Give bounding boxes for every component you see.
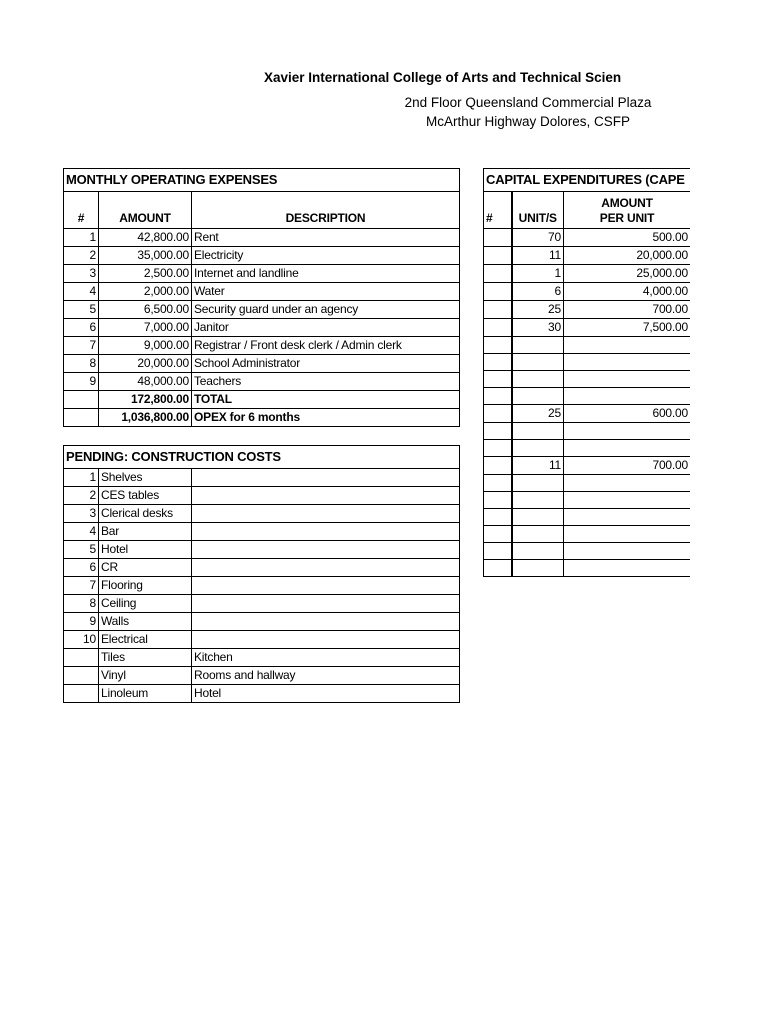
capex-row-amount bbox=[564, 475, 691, 492]
capex-row-num bbox=[484, 405, 512, 423]
opex-col-amount: AMOUNT bbox=[99, 192, 192, 229]
capex-row-amount bbox=[564, 560, 691, 577]
pending-row-item: Linoleum bbox=[99, 685, 192, 703]
capex-row-amount: 20,000.00 bbox=[564, 247, 691, 265]
opex-row-amount: 2,500.00 bbox=[99, 265, 192, 283]
pending-row-note bbox=[192, 595, 460, 613]
capex-row-amount bbox=[564, 423, 691, 440]
pending-row-num bbox=[64, 685, 99, 703]
capex-row-num bbox=[484, 423, 512, 440]
document-title: Xavier International College of Arts and Technical Scien bbox=[264, 70, 622, 85]
pending-row-item: CES tables bbox=[99, 487, 192, 505]
opex-total-amount: 172,800.00 bbox=[99, 391, 192, 409]
capex-row bbox=[484, 457, 691, 475]
opex-six-month-num bbox=[64, 409, 99, 427]
opex-row-amount: 7,000.00 bbox=[99, 319, 192, 337]
pending-row bbox=[64, 649, 460, 667]
capex-row bbox=[484, 229, 691, 247]
opex-row-description: Rent bbox=[192, 229, 460, 247]
capex-row-units bbox=[512, 543, 564, 560]
pending-row-item: Walls bbox=[99, 613, 192, 631]
capex-row-num bbox=[484, 457, 512, 475]
opex-row bbox=[64, 247, 460, 265]
capex-row bbox=[484, 319, 691, 337]
opex-row-num: 4 bbox=[64, 283, 99, 301]
pending-row-num: 3 bbox=[64, 505, 99, 523]
opex-row-description: Internet and landline bbox=[192, 265, 460, 283]
capex-row bbox=[484, 283, 691, 301]
capex-row-num bbox=[484, 319, 512, 337]
pending-row bbox=[64, 559, 460, 577]
opex-row bbox=[64, 355, 460, 373]
address-line-2: McArthur Highway Dolores, CSFP bbox=[425, 114, 631, 129]
capex-col-units: UNIT/S bbox=[512, 192, 564, 229]
opex-six-month-row bbox=[64, 409, 460, 427]
pending-row-item: Clerical desks bbox=[99, 505, 192, 523]
pending-row-num: 9 bbox=[64, 613, 99, 631]
opex-row-num: 8 bbox=[64, 355, 99, 373]
pending-row-item: Ceiling bbox=[99, 595, 192, 613]
pending-row bbox=[64, 577, 460, 595]
capex-row bbox=[484, 265, 691, 283]
capex-row-num bbox=[484, 543, 512, 560]
opex-row-num: 9 bbox=[64, 373, 99, 391]
capex-row bbox=[484, 423, 691, 440]
pending-row-note bbox=[192, 505, 460, 523]
capex-row bbox=[484, 492, 691, 509]
opex-row bbox=[64, 283, 460, 301]
capex-row-units bbox=[512, 388, 564, 405]
pending-row bbox=[64, 505, 460, 523]
capex-row-amount: 7,500.00 bbox=[564, 319, 691, 337]
capex-row bbox=[484, 440, 691, 457]
capex-row bbox=[484, 337, 691, 354]
capex-row-amount: 700.00 bbox=[564, 457, 691, 475]
opex-row bbox=[64, 337, 460, 355]
opex-six-month-label: OPEX for 6 months bbox=[192, 409, 460, 427]
capex-col-amount bbox=[564, 192, 691, 229]
opex-row-amount: 35,000.00 bbox=[99, 247, 192, 265]
capex-row-units bbox=[512, 423, 564, 440]
pending-table bbox=[63, 445, 460, 703]
capex-row-units bbox=[512, 526, 564, 543]
capex-row bbox=[484, 247, 691, 265]
capex-row-num bbox=[484, 354, 512, 371]
opex-row-num: 3 bbox=[64, 265, 99, 283]
pending-row-item: Vinyl bbox=[99, 667, 192, 685]
capex-row-amount bbox=[564, 509, 691, 526]
capex-row-units bbox=[512, 371, 564, 388]
pending-row bbox=[64, 523, 460, 541]
capex-row-num bbox=[484, 265, 512, 283]
capex-row-units: 11 bbox=[512, 457, 564, 475]
opex-row bbox=[64, 373, 460, 391]
opex-row-num: 7 bbox=[64, 337, 99, 355]
capex-row bbox=[484, 301, 691, 319]
capex-row-units: 1 bbox=[512, 265, 564, 283]
capex-row bbox=[484, 475, 691, 492]
capex-row-amount: 600.00 bbox=[564, 405, 691, 423]
capex-row bbox=[484, 509, 691, 526]
opex-title: MONTHLY OPERATING EXPENSES bbox=[64, 169, 460, 192]
capex-row-amount bbox=[564, 543, 691, 560]
capex-row-units: 6 bbox=[512, 283, 564, 301]
capex-col-amount-line1: AMOUNT bbox=[601, 196, 653, 210]
capex-header-row bbox=[484, 192, 691, 229]
opex-title-row bbox=[64, 169, 460, 192]
capex-row bbox=[484, 354, 691, 371]
opex-row-description: Teachers bbox=[192, 373, 460, 391]
capex-row-units: 25 bbox=[512, 301, 564, 319]
opex-row-amount: 6,500.00 bbox=[99, 301, 192, 319]
pending-title-row bbox=[64, 446, 460, 469]
pending-row-item: Tiles bbox=[99, 649, 192, 667]
capex-row bbox=[484, 560, 691, 577]
opex-total-label: TOTAL bbox=[192, 391, 460, 409]
pending-row bbox=[64, 487, 460, 505]
capex-col-num: # bbox=[484, 192, 512, 229]
capex-row bbox=[484, 526, 691, 543]
opex-row-description: Registrar / Front desk clerk / Admin clerk bbox=[192, 337, 460, 355]
opex-row-description: Janitor bbox=[192, 319, 460, 337]
pending-row-note bbox=[192, 631, 460, 649]
opex-row-description: School Administrator bbox=[192, 355, 460, 373]
pending-row bbox=[64, 613, 460, 631]
capex-row-units bbox=[512, 475, 564, 492]
pending-row bbox=[64, 469, 460, 487]
capex-row-amount bbox=[564, 371, 691, 388]
capex-row-amount bbox=[564, 388, 691, 405]
capex-row-units: 30 bbox=[512, 319, 564, 337]
pending-row bbox=[64, 541, 460, 559]
capex-row-amount bbox=[564, 440, 691, 457]
capex-row-amount: 25,000.00 bbox=[564, 265, 691, 283]
capex-row-units: 11 bbox=[512, 247, 564, 265]
capex-row-num bbox=[484, 526, 512, 543]
capex-row bbox=[484, 388, 691, 405]
opex-header-row bbox=[64, 192, 460, 229]
address-line-1: 2nd Floor Queensland Commercial Plaza bbox=[404, 95, 652, 110]
capex-row-units bbox=[512, 354, 564, 371]
capex-row-num bbox=[484, 492, 512, 509]
pending-row-num: 5 bbox=[64, 541, 99, 559]
capex-row-num bbox=[484, 283, 512, 301]
opex-total-num bbox=[64, 391, 99, 409]
opex-six-month-amount: 1,036,800.00 bbox=[99, 409, 192, 427]
opex-col-num: # bbox=[64, 192, 99, 229]
pending-row bbox=[64, 631, 460, 649]
capex-row-amount bbox=[564, 526, 691, 543]
opex-table bbox=[63, 168, 460, 427]
opex-row-amount: 2,000.00 bbox=[99, 283, 192, 301]
pending-row-note bbox=[192, 523, 460, 541]
pending-row-note: Rooms and hallway bbox=[192, 667, 460, 685]
capex-col-amount-line2: PER UNIT bbox=[599, 211, 655, 225]
pending-row-num bbox=[64, 649, 99, 667]
opex-row-amount: 20,000.00 bbox=[99, 355, 192, 373]
capex-row bbox=[484, 405, 691, 423]
pending-row-note bbox=[192, 559, 460, 577]
capex-row-units bbox=[512, 492, 564, 509]
capex-row-units bbox=[512, 509, 564, 526]
pending-row-num: 8 bbox=[64, 595, 99, 613]
opex-row bbox=[64, 301, 460, 319]
capex-row-units bbox=[512, 337, 564, 354]
capex-row-units: 70 bbox=[512, 229, 564, 247]
opex-row-amount: 42,800.00 bbox=[99, 229, 192, 247]
capex-panel bbox=[483, 168, 690, 598]
opex-row-num: 5 bbox=[64, 301, 99, 319]
capex-row-num bbox=[484, 247, 512, 265]
capex-row-amount: 700.00 bbox=[564, 301, 691, 319]
pending-row-note: Kitchen bbox=[192, 649, 460, 667]
capex-row-num bbox=[484, 301, 512, 319]
opex-total-row bbox=[64, 391, 460, 409]
pending-row-note bbox=[192, 487, 460, 505]
capex-table bbox=[483, 168, 690, 577]
capex-row-units: 25 bbox=[512, 405, 564, 423]
pending-row-num: 1 bbox=[64, 469, 99, 487]
opex-col-description: DESCRIPTION bbox=[192, 192, 460, 229]
pending-row-note bbox=[192, 469, 460, 487]
pending-row-num: 4 bbox=[64, 523, 99, 541]
capex-row-amount bbox=[564, 492, 691, 509]
capex-row-num bbox=[484, 388, 512, 405]
opex-row-amount: 48,000.00 bbox=[99, 373, 192, 391]
capex-row-num bbox=[484, 440, 512, 457]
pending-row bbox=[64, 685, 460, 703]
opex-row bbox=[64, 319, 460, 337]
capex-row-amount: 4,000.00 bbox=[564, 283, 691, 301]
pending-row-item: Hotel bbox=[99, 541, 192, 559]
capex-row-units bbox=[512, 560, 564, 577]
opex-row-description: Water bbox=[192, 283, 460, 301]
capex-row-num bbox=[484, 509, 512, 526]
capex-row-num bbox=[484, 337, 512, 354]
pending-row-num: 10 bbox=[64, 631, 99, 649]
pending-row-item: CR bbox=[99, 559, 192, 577]
capex-row-num bbox=[484, 475, 512, 492]
pending-row-note: Hotel bbox=[192, 685, 460, 703]
opex-row-num: 2 bbox=[64, 247, 99, 265]
capex-row bbox=[484, 543, 691, 560]
capex-title-row bbox=[484, 169, 691, 192]
opex-row-num: 1 bbox=[64, 229, 99, 247]
pending-row bbox=[64, 595, 460, 613]
pending-row-item: Flooring bbox=[99, 577, 192, 595]
opex-row-amount: 9,000.00 bbox=[99, 337, 192, 355]
capex-row-units bbox=[512, 440, 564, 457]
pending-row bbox=[64, 667, 460, 685]
pending-row-num: 2 bbox=[64, 487, 99, 505]
pending-row-num: 6 bbox=[64, 559, 99, 577]
pending-row-note bbox=[192, 577, 460, 595]
capex-row-amount bbox=[564, 337, 691, 354]
pending-row-note bbox=[192, 541, 460, 559]
capex-row-num bbox=[484, 371, 512, 388]
pending-row-note bbox=[192, 613, 460, 631]
pending-row-num: 7 bbox=[64, 577, 99, 595]
pending-title: PENDING: CONSTRUCTION COSTS bbox=[64, 446, 460, 469]
pending-row-num bbox=[64, 667, 99, 685]
opex-row-description: Security guard under an agency bbox=[192, 301, 460, 319]
capex-row-num bbox=[484, 229, 512, 247]
pending-row-item: Bar bbox=[99, 523, 192, 541]
capex-row-num bbox=[484, 560, 512, 577]
capex-row bbox=[484, 371, 691, 388]
capex-row-amount: 500.00 bbox=[564, 229, 691, 247]
opex-row-description: Electricity bbox=[192, 247, 460, 265]
capex-row-amount bbox=[564, 354, 691, 371]
pending-row-item: Electrical bbox=[99, 631, 192, 649]
opex-row-num: 6 bbox=[64, 319, 99, 337]
opex-row bbox=[64, 229, 460, 247]
opex-row bbox=[64, 265, 460, 283]
capex-title: CAPITAL EXPENDITURES (CAPE bbox=[484, 169, 691, 192]
pending-row-item: Shelves bbox=[99, 469, 192, 487]
